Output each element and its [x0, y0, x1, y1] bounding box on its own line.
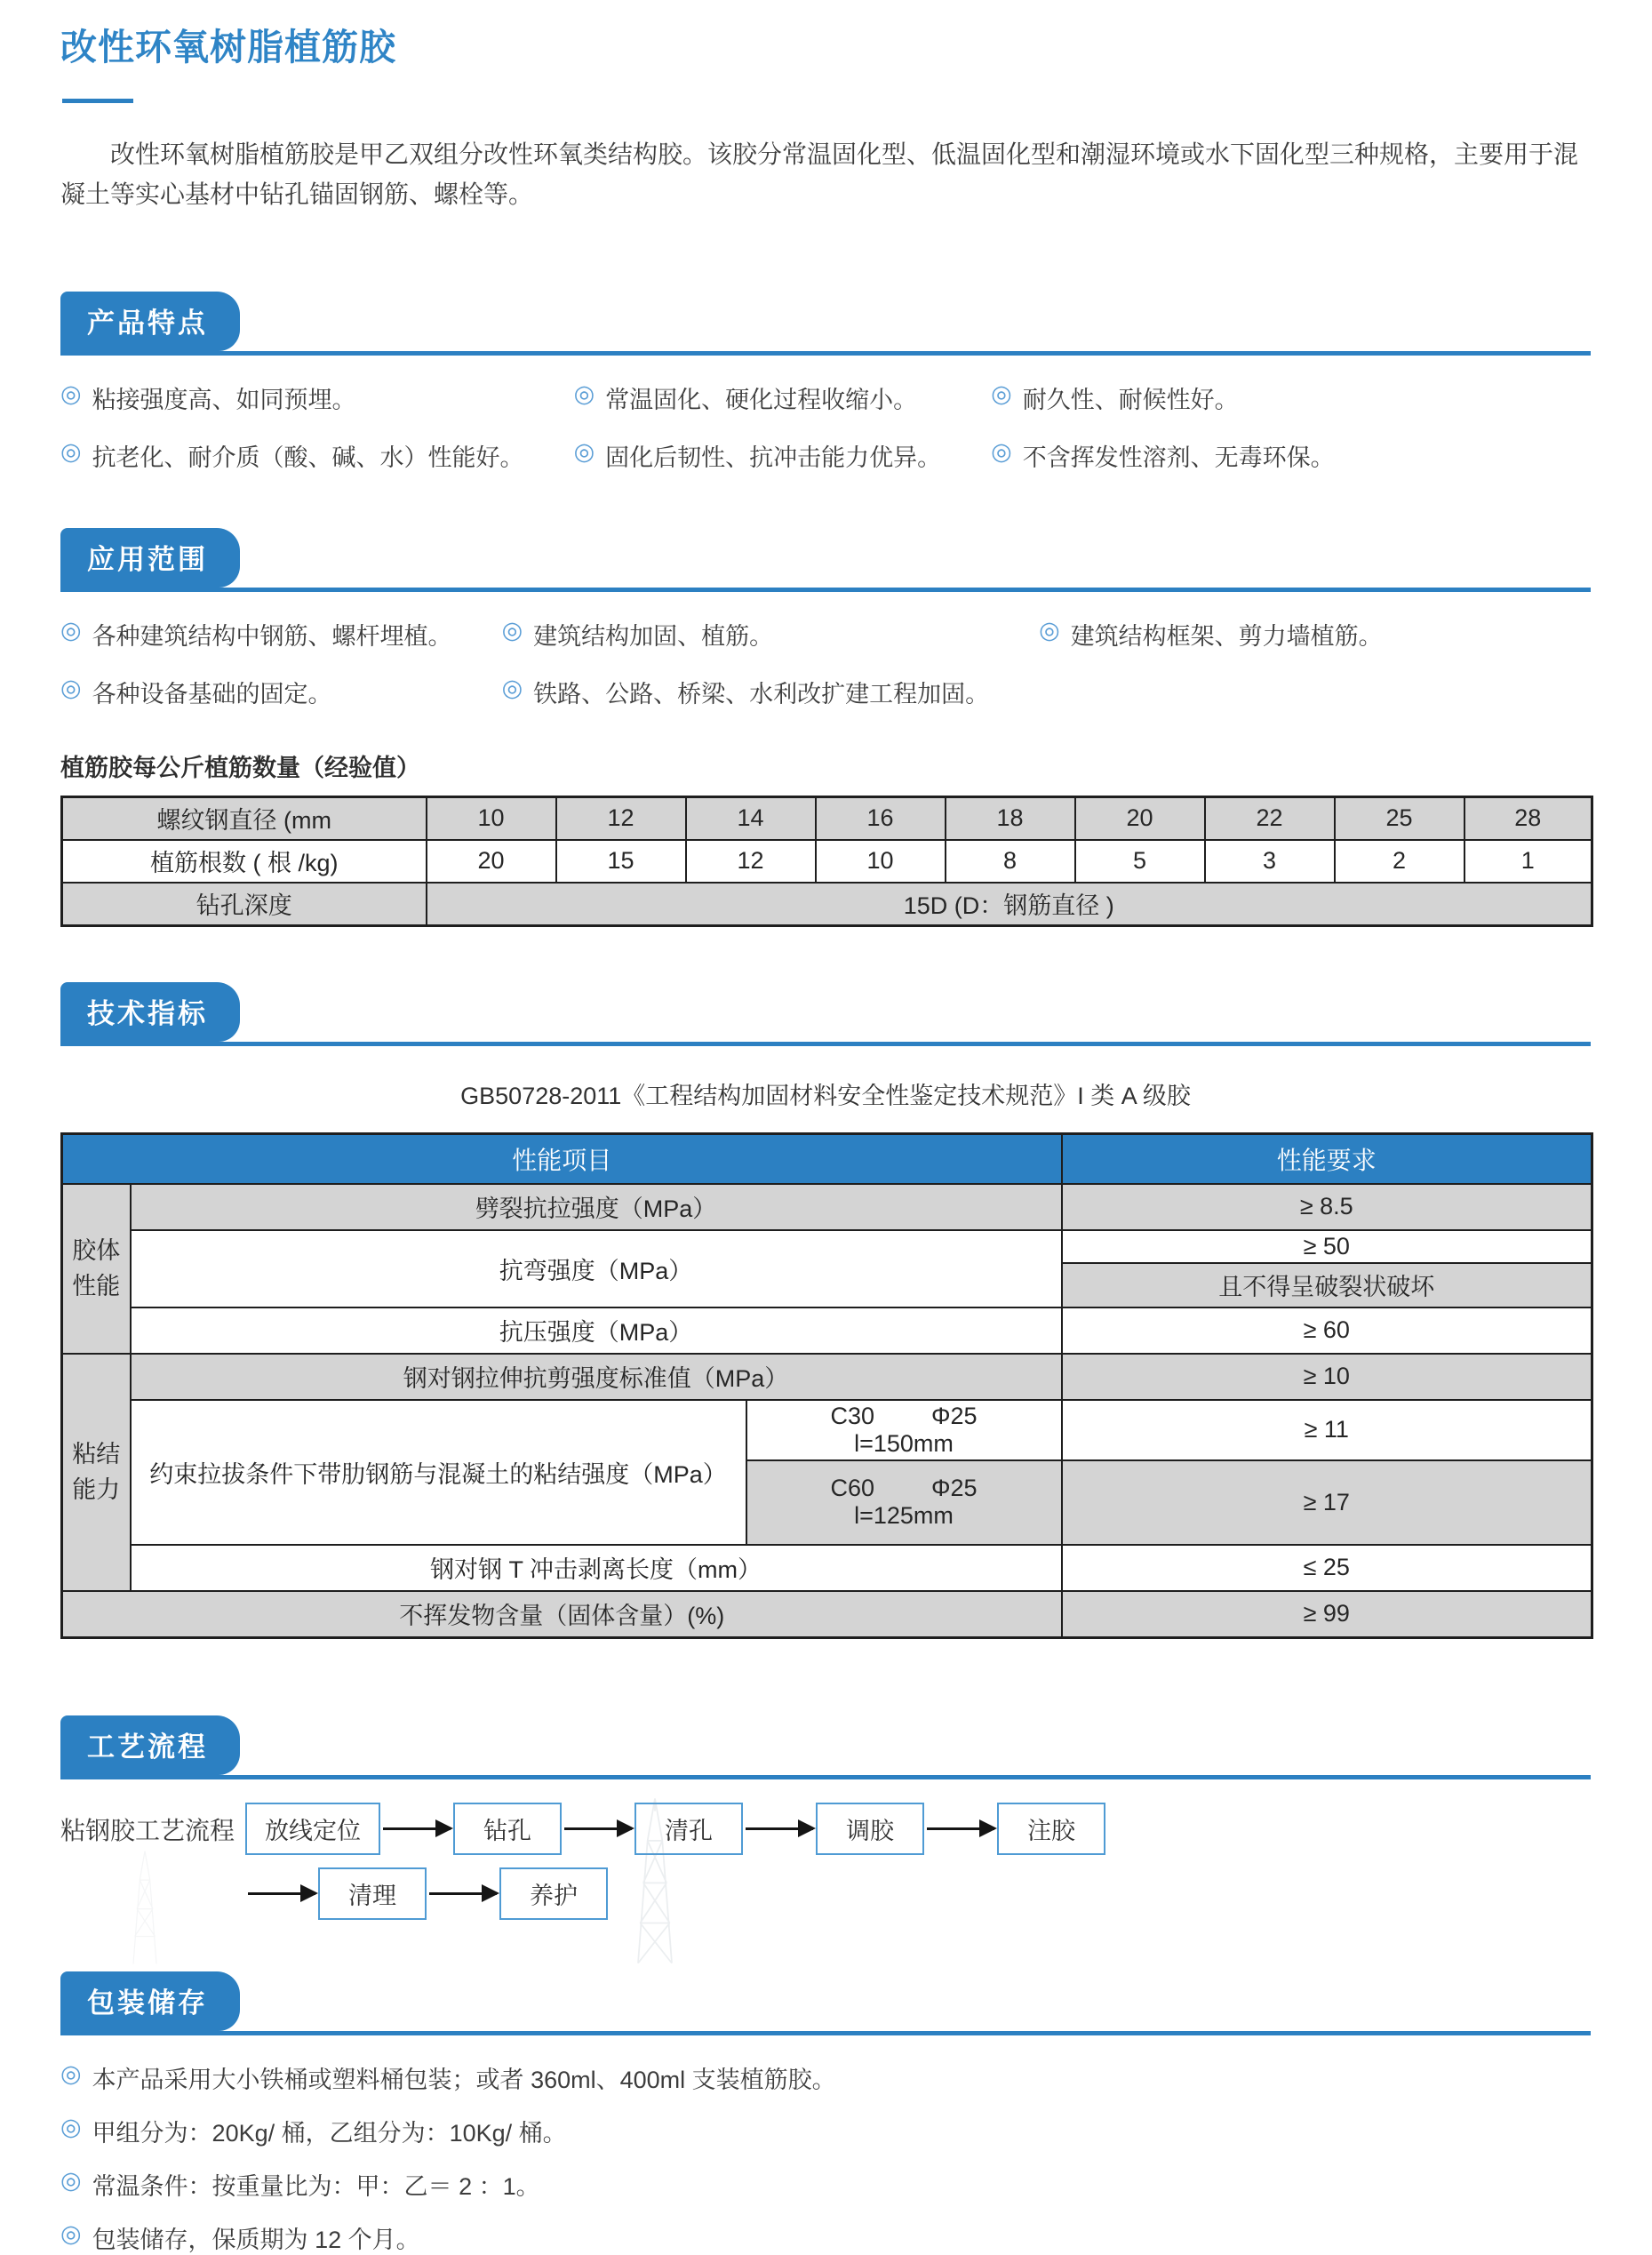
application-item [1039, 617, 1591, 652]
count-cell: 20 [427, 840, 556, 883]
feature-text: 常温固化、硬化过程收缩小。 [605, 386, 918, 413]
feature-text: 粘接强度高、如同预埋。 [92, 386, 356, 413]
property-cell: 约束拉拔条件下带肋钢筋与混凝土的粘结强度（MPa） [131, 1400, 746, 1545]
feature-text: 抗老化、耐介质（酸、碱、水）性能好。 [92, 444, 524, 471]
feature-item [60, 438, 524, 473]
flow-arrow-icon [383, 1827, 451, 1830]
packaging-section [0, 1971, 1652, 2255]
double-circle-bullet-icon: ◎ [60, 2219, 82, 2247]
flow-step-box: 钻孔 [453, 1803, 562, 1855]
requirement-cell: ≥ 17 [1062, 1460, 1592, 1545]
flow-step-box: 养护 [499, 1867, 608, 1920]
application-item [502, 675, 990, 709]
flow-arrow-icon [248, 1892, 315, 1895]
tech-row-bending [62, 1230, 1592, 1263]
group-cell-bond-capacity: 粘结能力 [62, 1354, 131, 1591]
application-item-empty [1039, 675, 1591, 709]
count-cell: 15 [556, 840, 686, 883]
process-flowchart [60, 1803, 1591, 1920]
application-text: 建筑结构加固、植筋。 [533, 622, 774, 650]
count-cell: 10 [816, 840, 946, 883]
flow-arrow-icon [746, 1827, 813, 1830]
packaging-item [60, 2060, 1591, 2095]
rebar-count-table [60, 796, 1593, 927]
process-heading-badge: 工艺流程 [60, 1715, 240, 1775]
tech-standard-subtitle: GB50728-2011《工程结构加固材料安全性鉴定技术规范》I 类 A 级胶 [460, 1082, 1191, 1109]
double-circle-bullet-icon: ◎ [573, 437, 595, 465]
tech-row-peel [62, 1545, 1592, 1591]
rebar-diameter: Φ25 [930, 1475, 978, 1502]
feature-item [60, 380, 524, 415]
applications-section [0, 528, 1652, 709]
double-circle-bullet-icon: ◎ [501, 674, 523, 701]
property-cell: 钢对钢拉伸抗剪强度标准值（MPa） [131, 1354, 1062, 1400]
double-circle-bullet-icon: ◎ [60, 616, 82, 644]
application-item [502, 617, 990, 652]
requirement-cell: ≥ 10 [1062, 1354, 1592, 1400]
packaging-list [60, 2060, 1591, 2255]
tech-spec-table [60, 1132, 1593, 1639]
title-underline [62, 99, 133, 103]
property-cell: 劈裂抗拉强度（MPa） [131, 1184, 1062, 1230]
rebar-diameter: Φ25 [930, 1402, 978, 1429]
packaging-heading-badge: 包装储存 [60, 1971, 240, 2031]
double-circle-bullet-icon: ◎ [991, 437, 1012, 465]
flow-arrow-icon [429, 1892, 497, 1895]
feature-item [991, 438, 1591, 473]
packaging-item [60, 2220, 1591, 2255]
flow-arrow-icon [927, 1827, 994, 1830]
concrete-grade: C60 [830, 1475, 874, 1502]
requirement-cell: ≤ 25 [1062, 1545, 1592, 1591]
count-cell: 1 [1464, 840, 1592, 883]
requirement-cell: ≥ 11 [1062, 1400, 1592, 1460]
diameter-cell: 12 [556, 796, 686, 840]
diameter-cell: 16 [816, 796, 946, 840]
flow-step-box: 清理 [318, 1867, 427, 1920]
count-cell: 12 [686, 840, 816, 883]
application-text: 各种设备基础的固定。 [92, 680, 332, 708]
requirement-cell: ≥ 60 [1062, 1307, 1592, 1354]
depth-value-cell: 15D (D：钢筋直径 ) [427, 883, 1592, 926]
requirement-cell: ≥ 99 [1062, 1591, 1592, 1638]
process-section-header [60, 1715, 1591, 1779]
table-row-depth [62, 883, 1592, 926]
tech-row-pullout-c30 [62, 1400, 1592, 1460]
condition-line [754, 1475, 1054, 1502]
requirement-cell: 且不得呈破裂状破坏 [1062, 1263, 1592, 1307]
tech-heading-badge: 技术指标 [60, 982, 240, 1042]
feature-item [991, 380, 1591, 415]
count-cell: 3 [1205, 840, 1335, 883]
applications-section-header [60, 528, 1591, 592]
column-header-requirement: 性能要求 [1062, 1133, 1592, 1184]
process-section [0, 1715, 1652, 1920]
count-cell: 5 [1075, 840, 1205, 883]
diameter-cell: 18 [946, 796, 1075, 840]
requirement-cell: ≥ 50 [1062, 1230, 1592, 1263]
table-row-count [62, 840, 1592, 883]
condition-cell-c30 [746, 1400, 1062, 1460]
count-cell: 8 [946, 840, 1075, 883]
tech-section-header [60, 982, 1591, 1046]
double-circle-bullet-icon: ◎ [991, 380, 1012, 407]
intro-paragraph: 改性环氧树脂植筋胶是甲乙双组分改性环氧类结构胶。该胶分常温固化型、低温固化型和潮湿环境或水下固化型三种规格，主要用于混凝土等实心基材中钻孔锚固钢筋、螺栓等。 [60, 140, 1579, 208]
double-circle-bullet-icon: ◎ [60, 674, 82, 701]
applications-heading-badge: 应用范围 [60, 528, 240, 588]
packaging-text: 甲组分为：20Kg/ 桶，乙组分为：10Kg/ 桶。 [92, 2119, 567, 2147]
column-header-item: 性能项目 [62, 1133, 1062, 1184]
property-cell: 不挥发物含量（固体含量）(%) [62, 1591, 1062, 1638]
condition-line [754, 1403, 1054, 1430]
tech-row-split-tensile [62, 1184, 1592, 1230]
features-section-header [60, 292, 1591, 356]
row-label-cell: 钻孔深度 [62, 883, 427, 926]
diameter-cell: 22 [1205, 796, 1335, 840]
group-cell-body-performance: 胶体性能 [62, 1184, 131, 1354]
feature-item [574, 380, 942, 415]
tech-row-compressive [62, 1307, 1592, 1354]
features-section [0, 292, 1652, 473]
feature-text: 固化后韧性、抗冲击能力优异。 [605, 444, 942, 471]
packaging-text: 常温条件：按重量比为：甲：乙＝ 2 ：1。 [92, 2172, 540, 2200]
page-title: 改性环氧树脂植筋胶 [60, 27, 396, 68]
feature-item [574, 438, 942, 473]
application-text: 各种建筑结构中钢筋、螺杆埋植。 [92, 622, 452, 650]
flow-step-box: 注胶 [997, 1803, 1105, 1855]
property-cell: 钢对钢 T 冲击剥离长度（mm） [131, 1545, 1062, 1591]
double-circle-bullet-icon: ◎ [60, 380, 82, 407]
condition-cell-c60 [746, 1460, 1062, 1545]
feature-text: 不含挥发性溶剂、无毒环保。 [1022, 444, 1335, 471]
tech-row-shear [62, 1354, 1592, 1400]
double-circle-bullet-icon: ◎ [60, 2166, 82, 2194]
double-circle-bullet-icon: ◎ [60, 2059, 82, 2087]
tower-watermark-icon [615, 1796, 695, 1965]
count-cell: 2 [1335, 840, 1464, 883]
row-label-cell: 螺纹钢直径 (mm [62, 796, 427, 840]
embed-length: l=125mm [854, 1502, 954, 1530]
double-circle-bullet-icon: ◎ [501, 616, 523, 644]
double-circle-bullet-icon: ◎ [573, 380, 595, 407]
application-item [60, 617, 452, 652]
packaging-section-header [60, 1971, 1591, 2035]
flow-step-box: 清孔 [634, 1803, 743, 1855]
packaging-item [60, 2167, 1591, 2202]
flow-step-box: 调胶 [816, 1803, 924, 1855]
requirement-cell: ≥ 8.5 [1062, 1184, 1592, 1230]
diameter-cell: 25 [1335, 796, 1464, 840]
property-cell: 抗压强度（MPa） [131, 1307, 1062, 1354]
packaging-text: 本产品采用大小铁桶或塑料桶包装；或者 360ml、400ml 支装植筋胶。 [92, 2066, 836, 2093]
table-row-diameter [62, 796, 1592, 840]
double-circle-bullet-icon: ◎ [1039, 616, 1060, 644]
features-heading-badge: 产品特点 [60, 292, 240, 351]
diameter-cell: 28 [1464, 796, 1592, 840]
tower-watermark-icon [114, 1850, 176, 1965]
double-circle-bullet-icon: ◎ [60, 437, 82, 465]
packaging-text: 包装储存，保质期为 12 个月。 [92, 2226, 420, 2253]
concrete-grade: C30 [830, 1402, 874, 1429]
property-cell: 抗弯强度（MPa） [131, 1230, 1062, 1307]
diameter-cell: 10 [427, 796, 556, 840]
tech-header-row [62, 1133, 1592, 1184]
diameter-cell: 20 [1075, 796, 1205, 840]
diameter-cell: 14 [686, 796, 816, 840]
double-circle-bullet-icon: ◎ [60, 2113, 82, 2140]
flow-step-box: 放线定位 [245, 1803, 380, 1855]
row-label-cell: 植筋根数 ( 根 /kg) [62, 840, 427, 883]
feature-text: 耐久性、耐候性好。 [1022, 386, 1239, 413]
application-item [60, 675, 452, 709]
tech-row-solid-content [62, 1591, 1592, 1638]
rebar-table-caption: 植筋胶每公斤植筋数量（经验值） [60, 754, 420, 781]
embed-length: l=150mm [854, 1429, 954, 1457]
application-text: 铁路、公路、桥梁、水利改扩建工程加固。 [533, 680, 990, 708]
applications-list [60, 617, 1591, 709]
application-text: 建筑结构框架、剪力墙植筋。 [1070, 622, 1383, 650]
flowchart-label: 粘钢胶工艺流程 [60, 1816, 235, 1844]
tech-section [0, 982, 1652, 1639]
features-list [60, 380, 1591, 473]
packaging-item [60, 2114, 1591, 2148]
